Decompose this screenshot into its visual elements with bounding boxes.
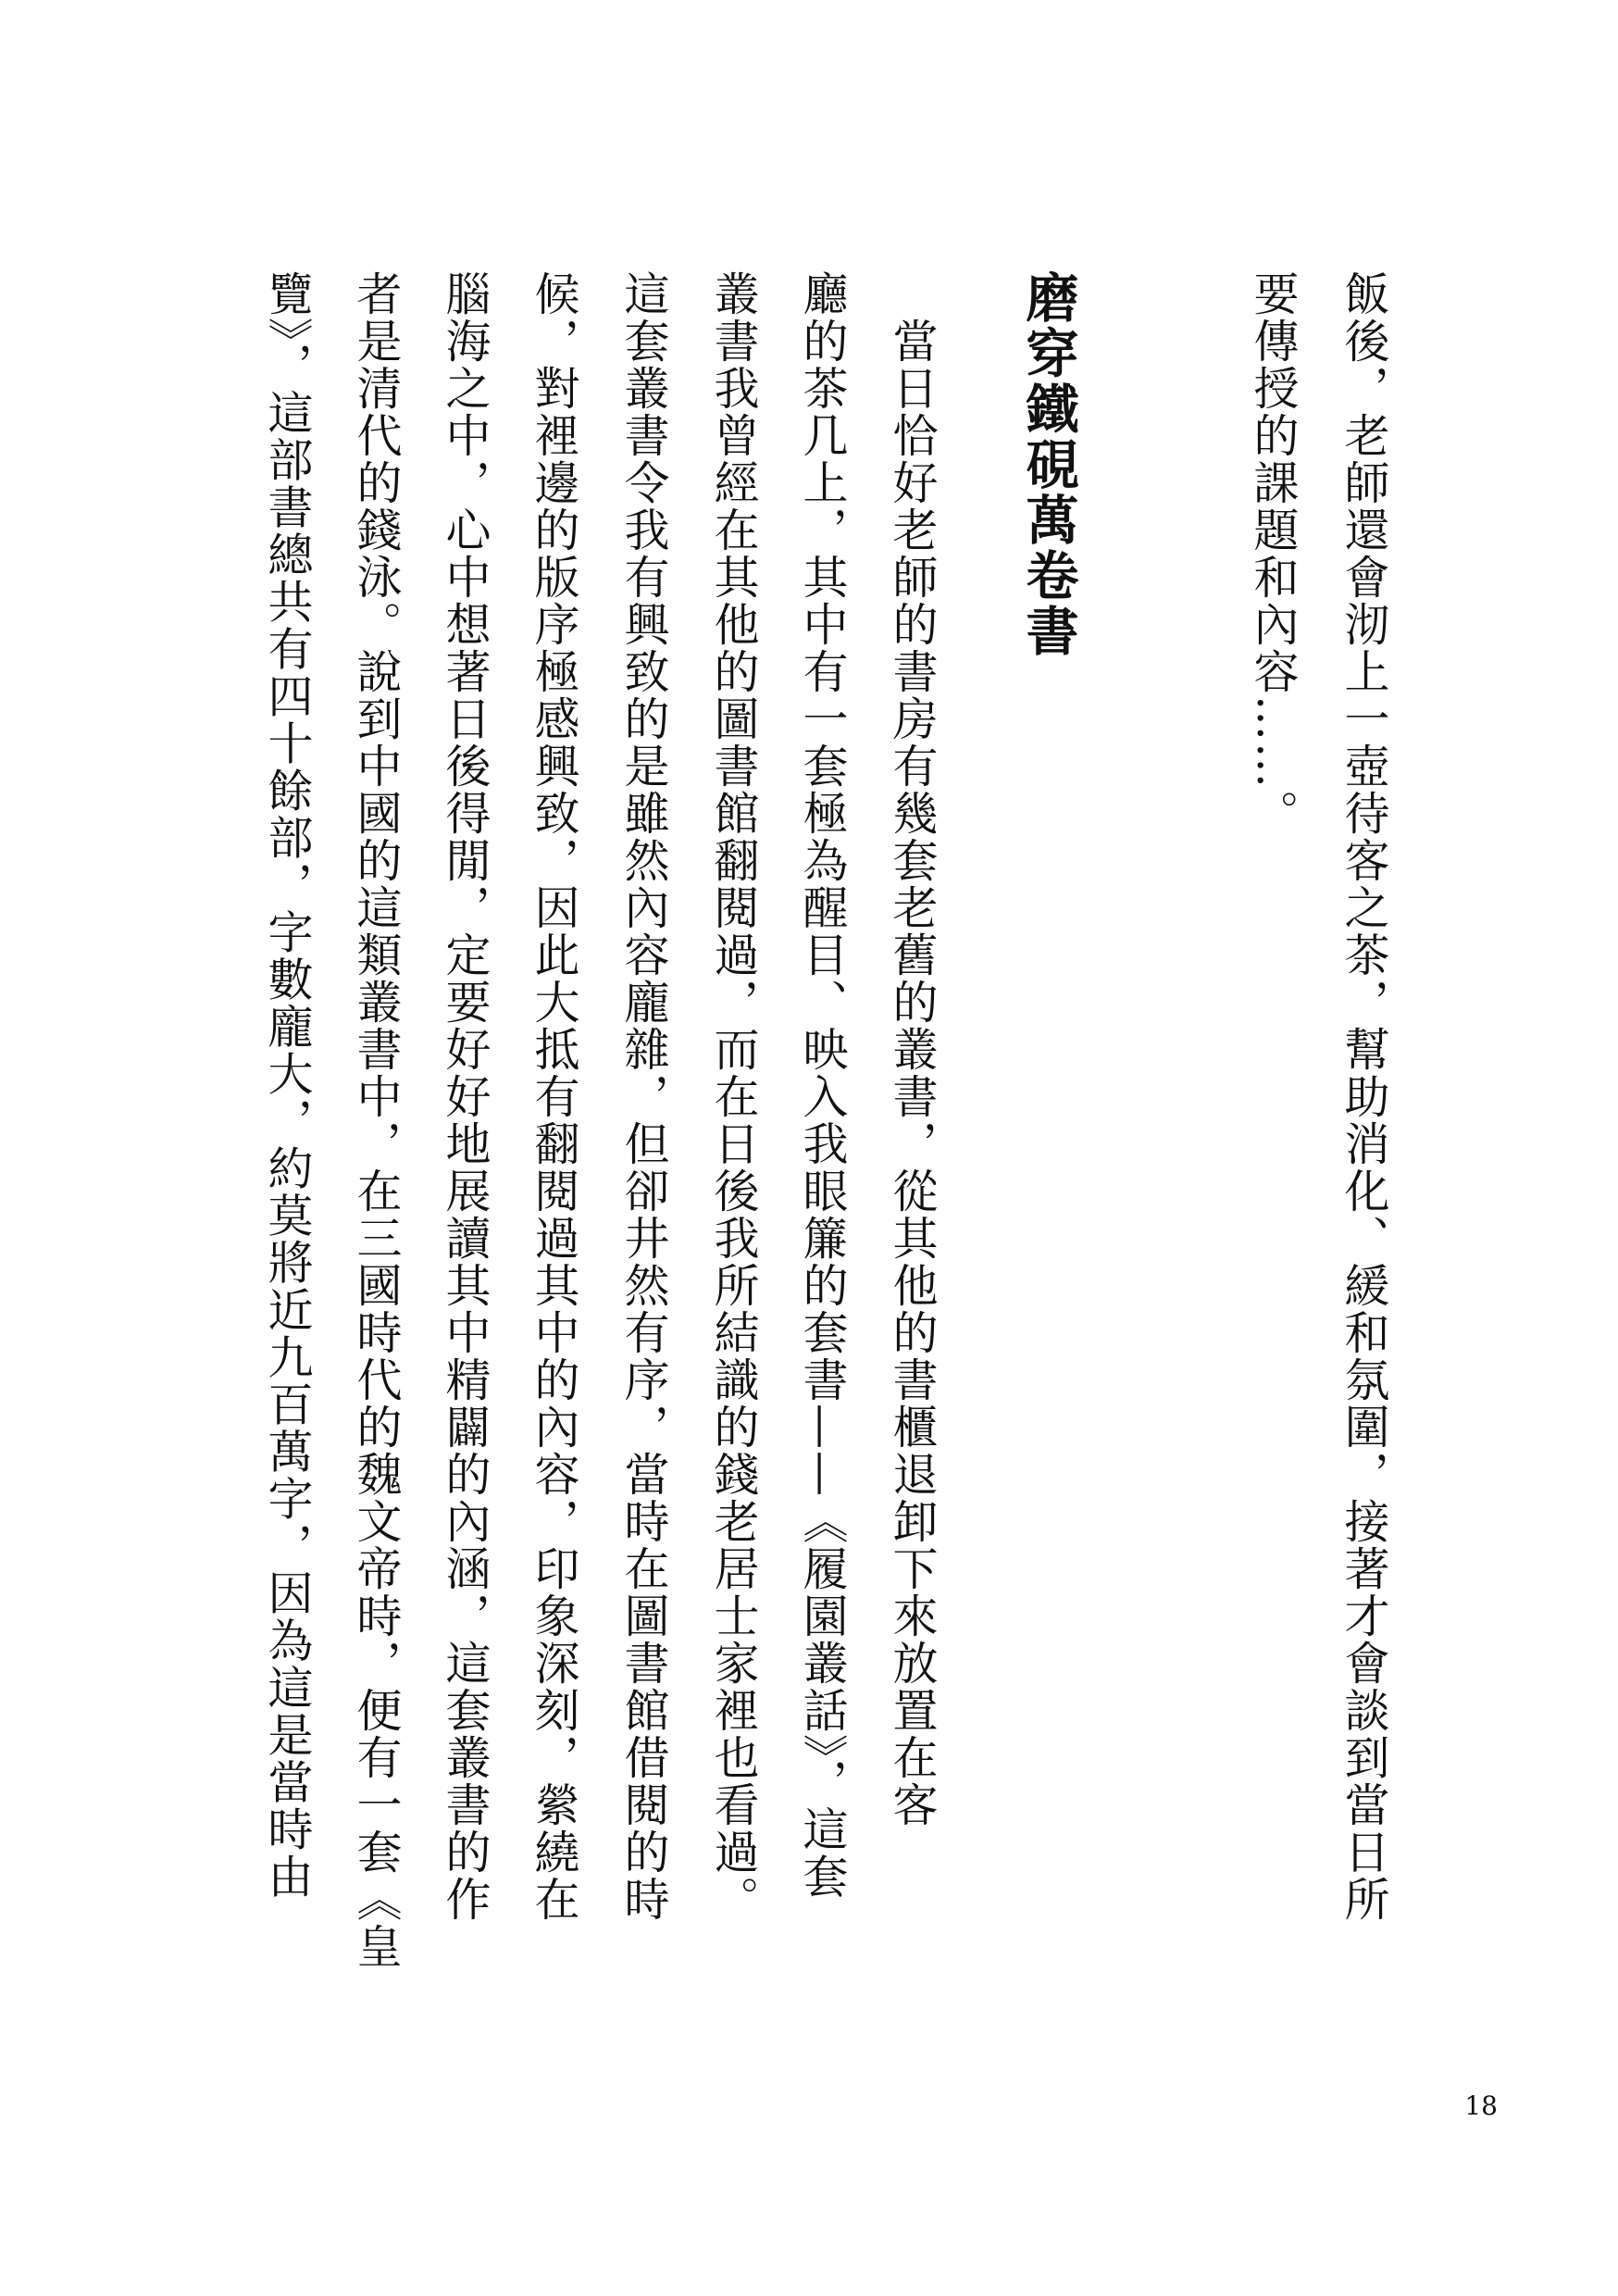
body-line-6: 腦海之中，心中想著日後得閒，定要好好地展讀其中精闢的內涵，這套叢書的作 xyxy=(439,270,492,1923)
body-line-1: 當日恰好老師的書房有幾套老舊的叢書，從其他的書櫃退卸下來放置在客 xyxy=(886,270,939,1828)
section-heading: 磨穿鐵硯萬卷書 xyxy=(1017,270,1079,659)
body-line-5: 候，對裡邊的版序極感興致，因此大抵有翻閱過其中的內容，印象深刻，縈繞在 xyxy=(528,270,580,1923)
page-number: 18 xyxy=(1464,2090,1498,2121)
body-line-8: 覽》，這部書總共有四十餘部，字數龐大，約莫將近九百萬字，因為這是當時由 xyxy=(261,270,314,1901)
body-line-3: 叢書我曾經在其他的圖書館翻閱過，而在日後我所結識的錢老居士家裡也看過。 xyxy=(707,270,760,1923)
body-line-2: 廳的茶几上，其中有一套極為醒目、映入我眼簾的套書——《履園叢話》，這套 xyxy=(796,270,849,1901)
intro-line-2: 要傳授的課題和內容……。 xyxy=(1247,270,1300,837)
body-line-4: 這套叢書令我有興致的是雖然內容龐雜，但卻井然有序，當時在圖書館借閱的時 xyxy=(617,270,670,1923)
body-line-7: 者是清代的錢泳。說到中國的這類叢書中，在三國時代的魏文帝時，便有一套《皇 xyxy=(350,270,403,1970)
intro-line-1: 飯後，老師還會沏上一壺待客之茶，幫助消化、緩和氛圍，接著才會談到當日所 xyxy=(1338,270,1390,1923)
